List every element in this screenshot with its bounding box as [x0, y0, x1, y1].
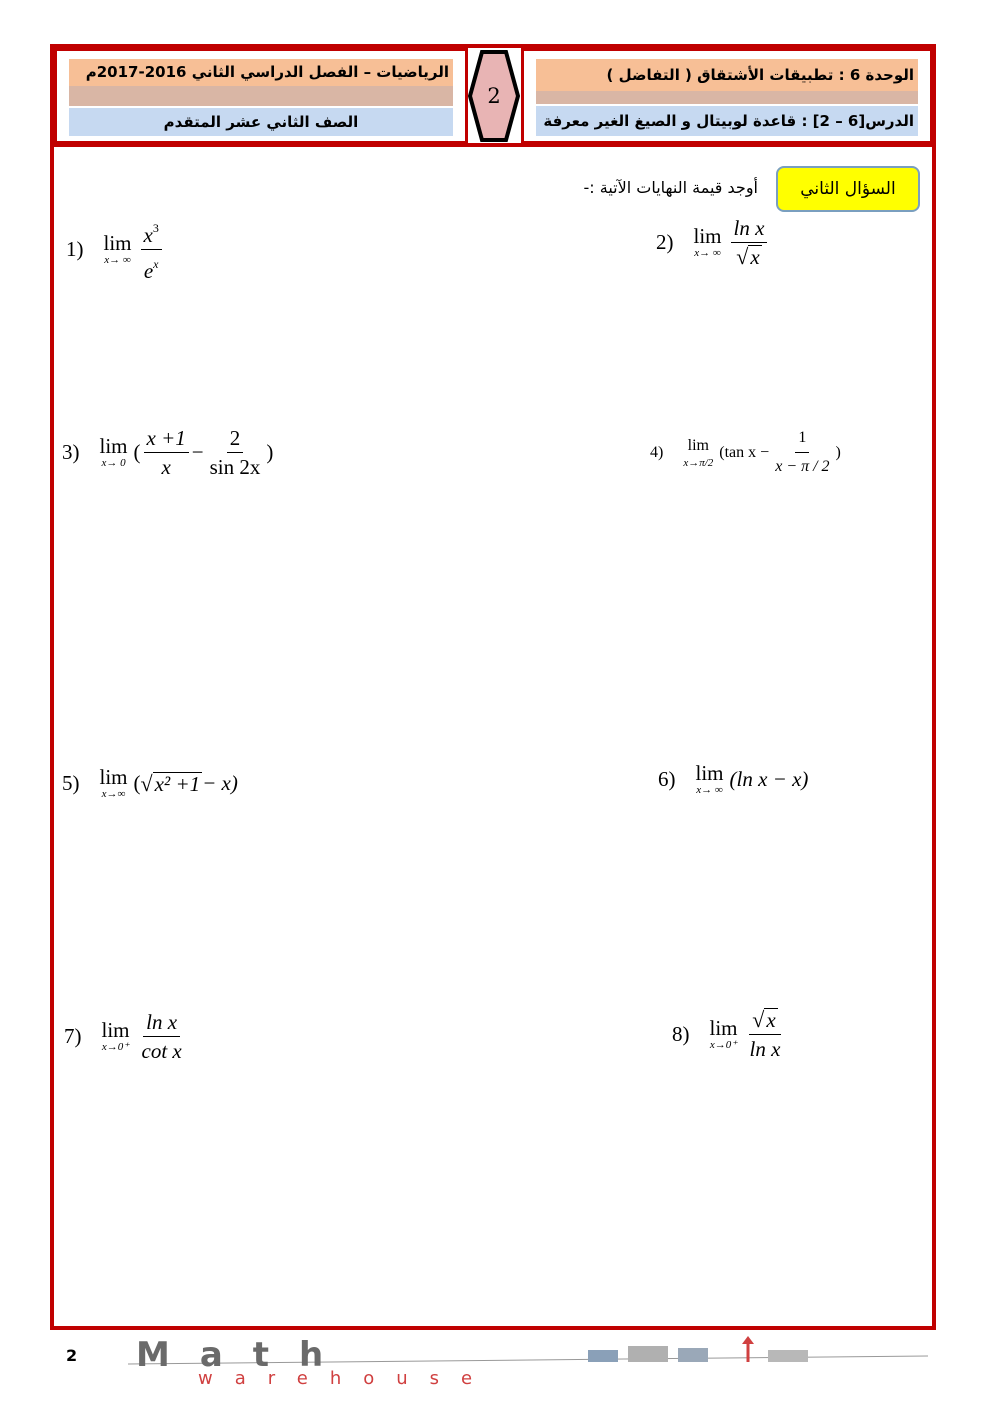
problem-label: 1) — [66, 237, 84, 261]
limit-subscript: x→ ∞ — [104, 254, 131, 266]
badge-number: 2 — [487, 84, 501, 108]
sqrt-symbol: √ x² +1 — [140, 771, 201, 796]
problem-7 — [64, 1010, 188, 1063]
sqrt-symbol: √ x — [752, 1007, 776, 1032]
limit-operator: lim x→ 0 — [99, 434, 128, 469]
fraction: √ x ln x — [749, 1007, 781, 1061]
limit-subscript: x→0⁺ — [101, 1041, 130, 1053]
problem-1 — [66, 216, 165, 283]
limit-operator: lim x→π/2 — [683, 437, 714, 469]
problem-6: 6) lim x→ ∞ (ln x − x) — [658, 761, 809, 796]
limit-operator: lim x→0⁺ — [709, 1016, 738, 1051]
limit-subscript: x→ 0 — [101, 457, 126, 469]
problem-4: 4) lim x→π/2 (tan x − $\frac{1}{x - \pi / 2}$ ) — [650, 426, 841, 479]
math-warehouse-logo — [128, 1336, 928, 1390]
problem-label: 6) — [658, 767, 676, 791]
lesson-spacer-band — [536, 91, 918, 104]
fraction: $\frac{\text{ln x}}{\text{cot x}}$ — [141, 1010, 182, 1063]
problem-label: 2) — [656, 230, 674, 254]
page-number: 2 — [66, 1346, 78, 1365]
limit-operator: lim x→ ∞ — [695, 761, 724, 796]
fraction: $\frac{x +1}{x}$ — [144, 426, 189, 479]
limit-subscript: x→π/2 — [683, 457, 714, 469]
grade-level: الصف الثاني عشر المتقدم — [69, 108, 453, 136]
problem-label: 5) — [62, 771, 80, 795]
fraction: $\frac{1}{x - \pi / 2}$ — [772, 426, 832, 479]
course-title: الرياضيات – الفصل الدراسي الثاني 2016-2017م — [69, 59, 453, 86]
problem-label: 3) — [62, 440, 80, 464]
fraction: $\frac{x^3}{e^x}$ — [141, 216, 162, 283]
fraction: $\frac{2}{\sin 2x}$ — [209, 426, 261, 479]
problem-3: 3) lim x→ 0 ( $\frac{x +1}{x}$ − $\frac{2}{\sin 2x}$ ) — [62, 426, 274, 479]
problem-label: 4) — [650, 443, 664, 461]
page-badge — [468, 48, 520, 144]
limit-subscript: x→ ∞ — [694, 247, 721, 259]
course-info-box — [54, 48, 468, 144]
course-spacer-band — [69, 86, 453, 106]
page-frame — [50, 44, 936, 1330]
lesson-title: الدرس[6 – 2] : قاعدة لوبيتال و الصيغ الغير معرفة — [536, 106, 918, 136]
problem-8 — [672, 1008, 786, 1061]
limit-operator: lim x→ ∞ — [693, 224, 722, 259]
limit-operator: lim x→0⁺ — [101, 1018, 130, 1053]
limit-subscript: x→0⁺ — [709, 1039, 738, 1051]
question-prompt: أوجد قيمة النهايات الآتية :- — [583, 178, 758, 197]
lesson-info-box — [521, 48, 933, 144]
question-badge: السؤال الثاني — [776, 166, 920, 212]
fraction: ln x √ x — [731, 216, 768, 269]
logo-graphic — [128, 1336, 928, 1386]
sqrt-symbol: √ x — [736, 244, 760, 269]
svg-text:warehouse: warehouse — [198, 1368, 495, 1386]
limit-operator: lim x→ ∞ — [103, 231, 132, 266]
unit-title: الوحدة 6 : تطبيقات الأشتقاق ( التفاضل ) — [536, 59, 918, 91]
limit-subscript: x→∞ — [101, 788, 126, 800]
limit-subscript: x→ ∞ — [696, 784, 723, 796]
svg-text:Math: Math — [136, 1336, 354, 1375]
problem-5: 5) lim x→∞ ( √ x² +1 − x) — [62, 765, 238, 800]
problem-2 — [656, 216, 770, 269]
limit-operator: lim x→∞ — [99, 765, 128, 800]
problem-label: 8) — [672, 1022, 690, 1046]
problem-label: 7) — [64, 1024, 82, 1048]
